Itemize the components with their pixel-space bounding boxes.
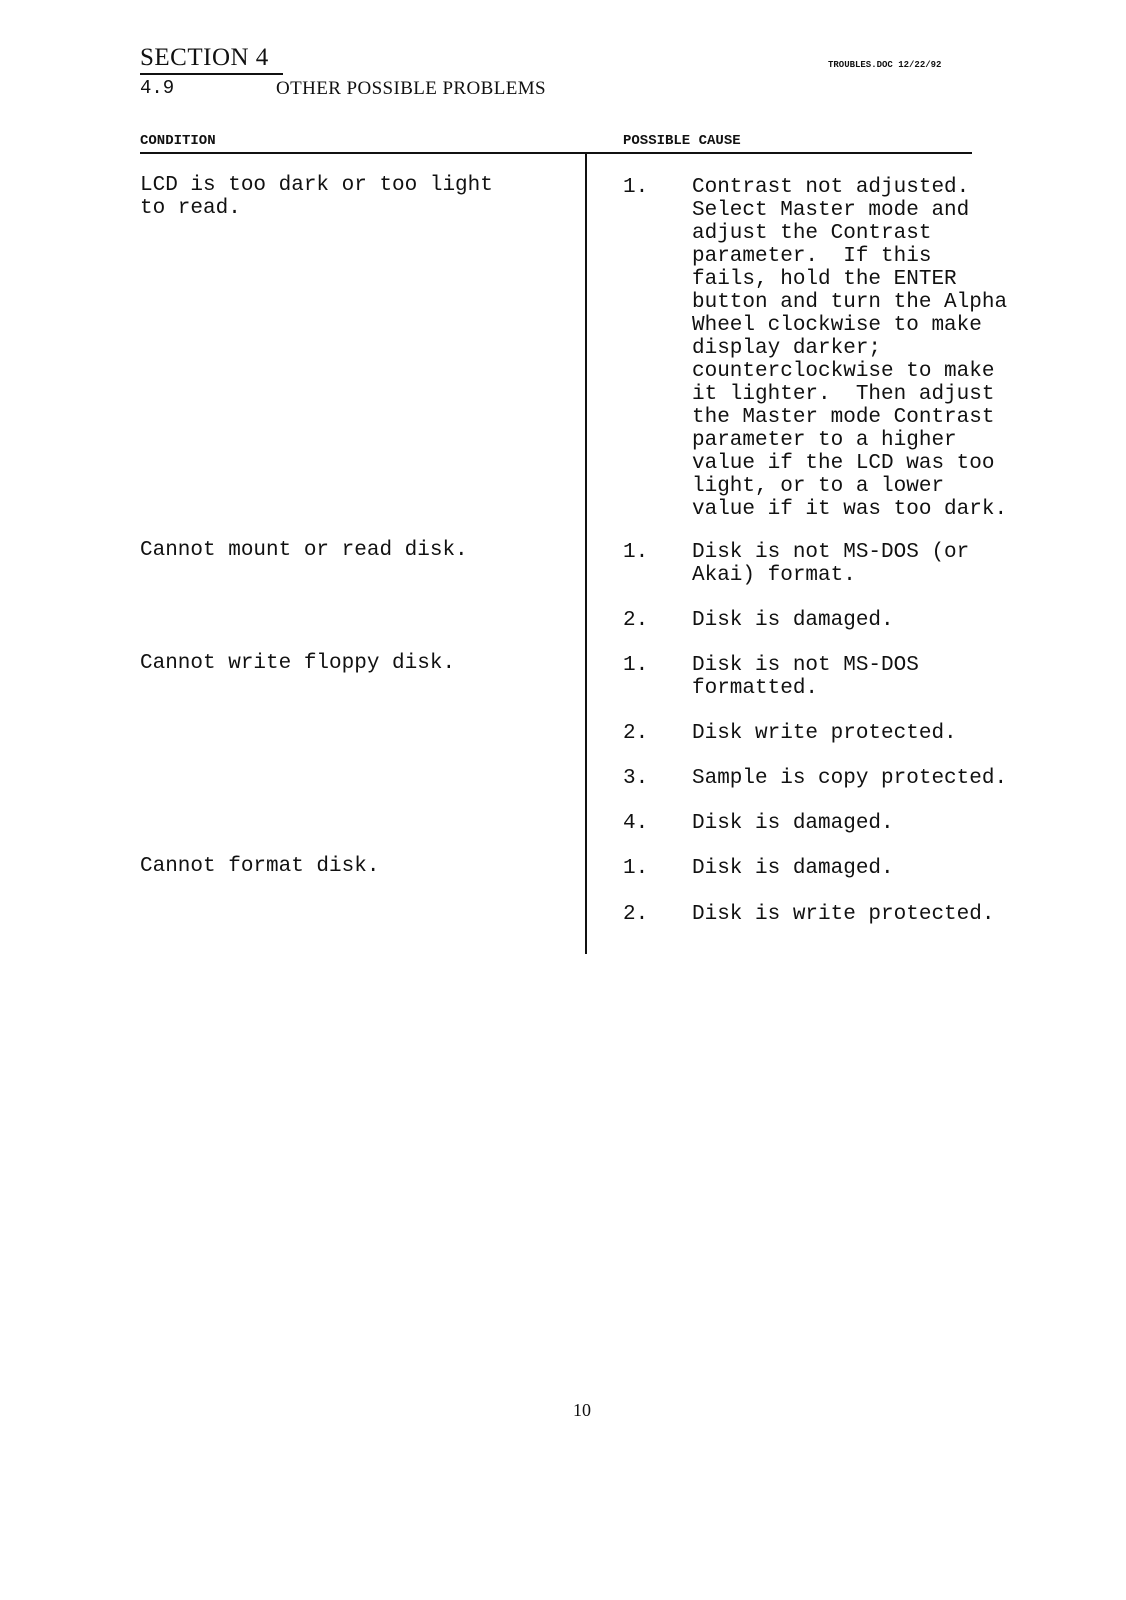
cause-text: Disk is write protected.: [692, 903, 995, 926]
page-number: 10: [573, 1400, 591, 1420]
condition-mount-disk: Cannot mount or read disk.: [140, 539, 468, 562]
condition-write-disk: Cannot write floppy disk.: [140, 652, 456, 675]
cause-text: Sample is copy protected.: [692, 767, 1008, 790]
subsection-title: OTHER POSSIBLE PROBLEMS: [276, 78, 546, 99]
condition-lcd: LCD is too dark or too light to read.: [140, 174, 493, 220]
cause-number: 1.: [623, 541, 649, 564]
subsection-number: 4.9: [140, 77, 175, 99]
cause-text: Disk is damaged.: [692, 812, 894, 835]
cause-text: Disk is not MS-DOS (or Akai) format.: [692, 541, 970, 587]
document-id: TROUBLES.DOC 12/22/92: [828, 60, 942, 70]
cause-number: 2.: [623, 903, 649, 926]
section-title: SECTION 4: [140, 44, 283, 75]
column-divider: [585, 154, 587, 954]
cause-number: 2.: [623, 609, 649, 632]
condition-column-header: CONDITION: [140, 133, 216, 149]
cause-text: Disk write protected.: [692, 722, 957, 745]
cause-text: Disk is not MS-DOS formatted.: [692, 654, 919, 700]
cause-number: 4.: [623, 812, 649, 835]
cause-number: 1.: [623, 857, 649, 880]
cause-number: 2.: [623, 722, 649, 745]
condition-format-disk: Cannot format disk.: [140, 855, 380, 878]
header-rule: [140, 152, 972, 154]
cause-number: 3.: [623, 767, 649, 790]
cause-text: Disk is damaged.: [692, 609, 894, 632]
cause-number: 1.: [623, 176, 649, 199]
cause-text: Contrast not adjusted. Select Master mode and adjust the Contrast parameter. If this fails, hold the ENTER button and turn the Alpha Wheel clockwise to make display darker; counterclockwise to make it lighter. Then adjust the Master mode Contrast parameter to a higher value if the LCD was too light, or to a lower value if it was too dark.: [692, 176, 1008, 521]
possible-cause-column-header: POSSIBLE CAUSE: [623, 133, 741, 149]
cause-number: 1.: [623, 654, 649, 677]
cause-text: Disk is damaged.: [692, 857, 894, 880]
